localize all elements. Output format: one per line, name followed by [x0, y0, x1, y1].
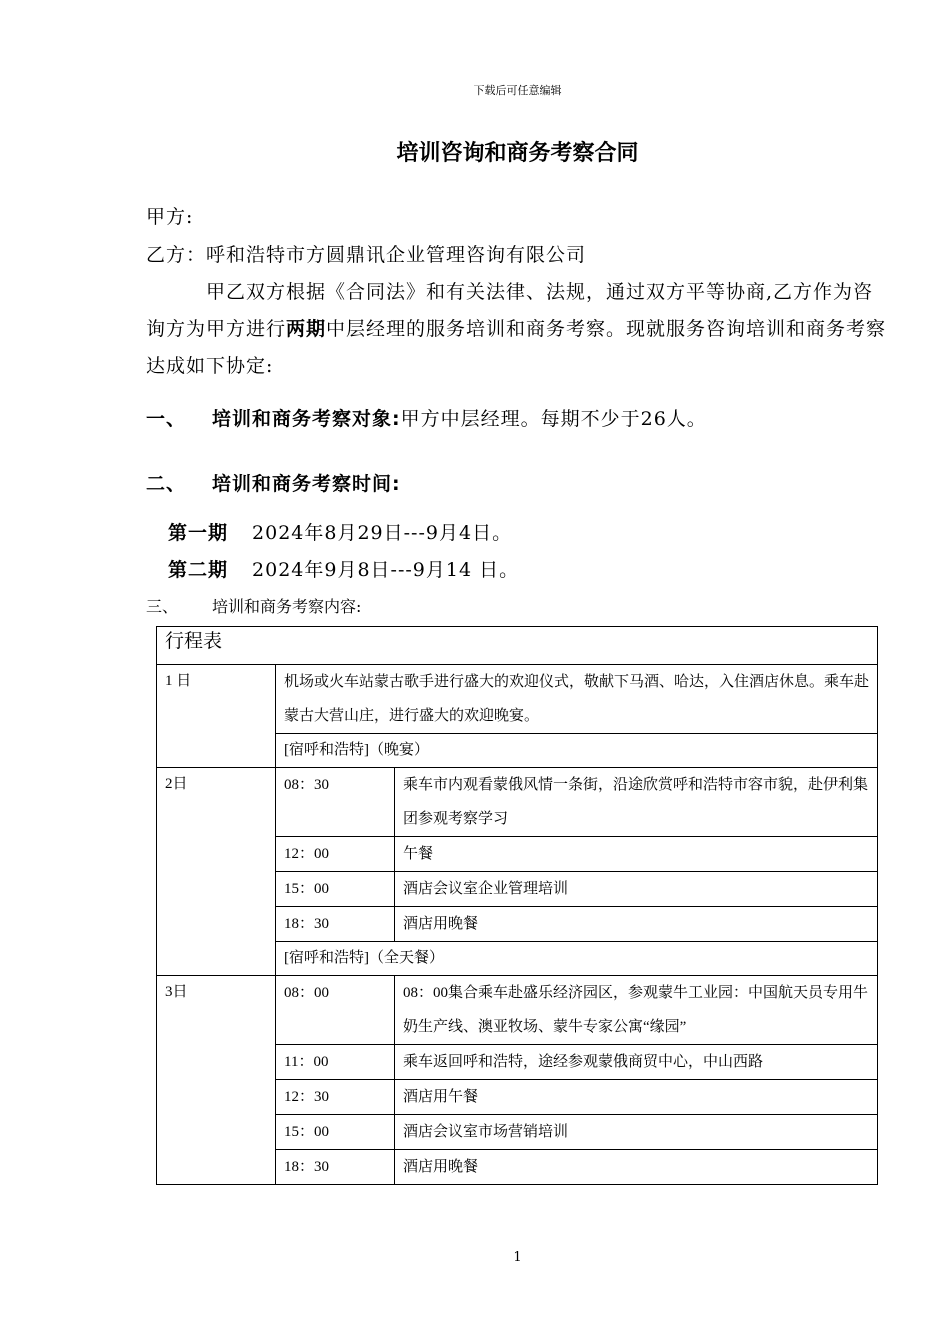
section1-text: 甲方中层经理。每期不少于26人。: [400, 408, 707, 430]
intro-text-1: 甲乙双方根据《合同法》和有关法律、法规，通过双方平等协商,乙方作为咨询方为甲方进行: [146, 281, 874, 340]
day1-description: 机场或火车站蒙古歌手进行盛大的欢迎仪式，敬献下马酒、哈达，入住酒店休息。乘车赴蒙古大营山庄，进行盛大的欢迎晚宴。: [276, 665, 878, 734]
section2-heading: 培训和商务考察时间:: [212, 473, 401, 495]
period-1-dates: 2024年8月29日---9月4日。: [252, 522, 513, 544]
day2-note: [宿呼和浩特]（全天餐）: [276, 942, 878, 976]
table-row: [157, 665, 878, 734]
day3-time-2: 11：00: [276, 1045, 395, 1080]
day2-time-4: 18：30: [276, 907, 395, 942]
period-1: [168, 518, 512, 545]
period-2-dates: 2024年9月8日---9月14 日。: [252, 559, 520, 581]
day2-activity-4: 酒店用晚餐: [395, 907, 878, 942]
section1-line: [212, 404, 707, 431]
day3-activity-2: 乘车返回呼和浩特，途经参观蒙俄商贸中心，中山西路: [395, 1045, 878, 1080]
day2-label: 2日: [157, 768, 276, 976]
day2-time-2: 12：00: [276, 837, 395, 872]
intro-bold-text: 两期: [286, 318, 327, 340]
table-row: [157, 976, 878, 1045]
day2-time-3: 15：00: [276, 872, 395, 907]
day3-time-1: 08：00: [276, 976, 395, 1045]
page-number: 1: [513, 1250, 522, 1265]
day3-activity-4: 酒店会议室市场营销培训: [395, 1115, 878, 1150]
section3-number: 三、: [146, 597, 179, 616]
day1-label: 1 日: [157, 665, 276, 768]
day2-time-1: 08：30: [276, 768, 395, 837]
day2-activity-2: 午餐: [395, 837, 878, 872]
day2-activity-1: 乘车市内观看蒙俄风情一条街，沿途欣赏呼和浩特市容市貌，赴伊利集团参观考察学习: [395, 768, 878, 837]
party-a-line: 甲方:: [146, 206, 194, 228]
section1-number: 一、: [146, 408, 187, 430]
section3-heading: 培训和商务考察内容:: [212, 597, 362, 616]
party-b-line: 乙方：呼和浩特市方圆鼎讯企业管理咨询有限公司: [146, 244, 587, 266]
day3-activity-1: 08：00集合乘车赴盛乐经济园区，参观蒙牛工业园：中国航天员专用牛奶生产线、澳亚牧场、蒙牛专家公寓“缘园”: [395, 976, 878, 1045]
section2-number: 二、: [146, 473, 187, 495]
period-2: [168, 555, 519, 582]
table-row: [157, 768, 878, 837]
itinerary-table: [156, 626, 878, 1185]
document-title: 培训咨询和商务考察合同: [396, 141, 639, 166]
period-1-label: 第一期: [168, 522, 229, 544]
period-2-label: 第二期: [168, 559, 229, 581]
itinerary-title: 行程表: [157, 627, 878, 665]
section1-heading: 培训和商务考察对象:: [212, 408, 401, 430]
day3-time-4: 15：00: [276, 1115, 395, 1150]
header-note: 下载后可任意编辑: [473, 84, 562, 97]
day3-time-3: 12：30: [276, 1080, 395, 1115]
day1-note: [宿呼和浩特]（晚宴）: [276, 734, 878, 768]
itinerary-title-row: [157, 627, 878, 665]
day2-activity-3: 酒店会议室企业管理培训: [395, 872, 878, 907]
day3-label: 3日: [157, 976, 276, 1185]
day3-time-5: 18：30: [276, 1150, 395, 1185]
intro-paragraph: [146, 274, 891, 385]
intro-text-2: 中层经理的服务培训和商务考察。现就服务咨询培训和商务考察达成如下协定:: [146, 318, 887, 377]
day3-activity-3: 酒店用午餐: [395, 1080, 878, 1115]
day3-activity-5: 酒店用晚餐: [395, 1150, 878, 1185]
